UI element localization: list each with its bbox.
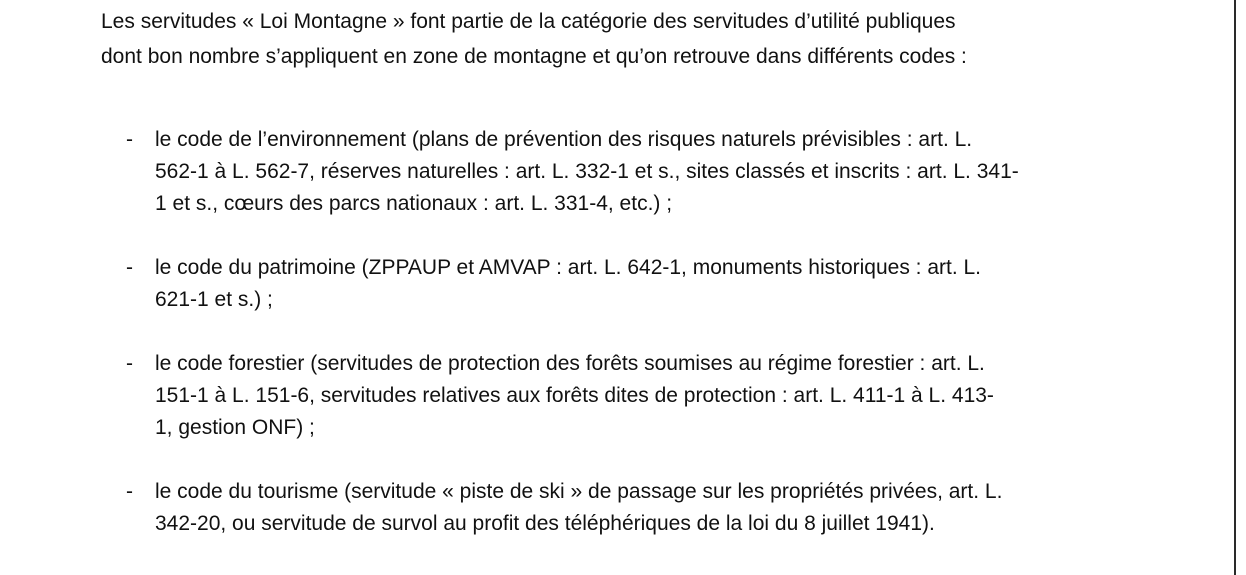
bullet-dash: - — [126, 480, 133, 503]
list-item — [0, 348, 1234, 444]
list-item — [0, 476, 1234, 540]
list-item-text: le code forestier (servitudes de protection des forêts soumises au régime forestier : art. L. 151-1 à L. 151-6, servitudes relatives aux forêts dites de protection : art. L. 411-1 à L. 413- 1, gestion ONF) ; — [155, 352, 994, 439]
intro-paragraph: Les servitudes « Loi Montagne » font partie de la catégorie des servitudes d’utilité publiques dont bon nombre s’appliquent en zone de montagne et qu’on retrouve dans différents codes : — [101, 10, 967, 68]
list-item-text: le code de l’environnement (plans de prévention des risques naturels prévisibles : art. L. 562-1 à L. 562-7, réserves naturelles : art. L. 332-1 et s., sites classés et inscrits : art. L. 341- 1 et s., cœurs des parcs nationaux : art. L. 331-4, etc.) ; — [155, 128, 1019, 215]
list-item — [0, 252, 1234, 316]
list-item-text: le code du patrimoine (ZPPAUP et AMVAP : art. L. 642-1, monuments historiques : art. L. 621-1 et s.) ; — [155, 256, 982, 311]
bullet-dash: - — [126, 256, 133, 279]
list-item — [0, 124, 1234, 220]
bullet-dash: - — [126, 352, 133, 375]
codes-list — [0, 124, 1234, 540]
page-edge-divider — [1234, 0, 1246, 575]
bullet-dash: - — [126, 128, 133, 151]
list-item-text: le code du tourisme (servitude « piste de ski » de passage sur les propriétés privées, art. L. 342-20, ou servitude de survol au profit des téléphériques de la loi du 8 juillet 1941). — [155, 480, 1003, 535]
